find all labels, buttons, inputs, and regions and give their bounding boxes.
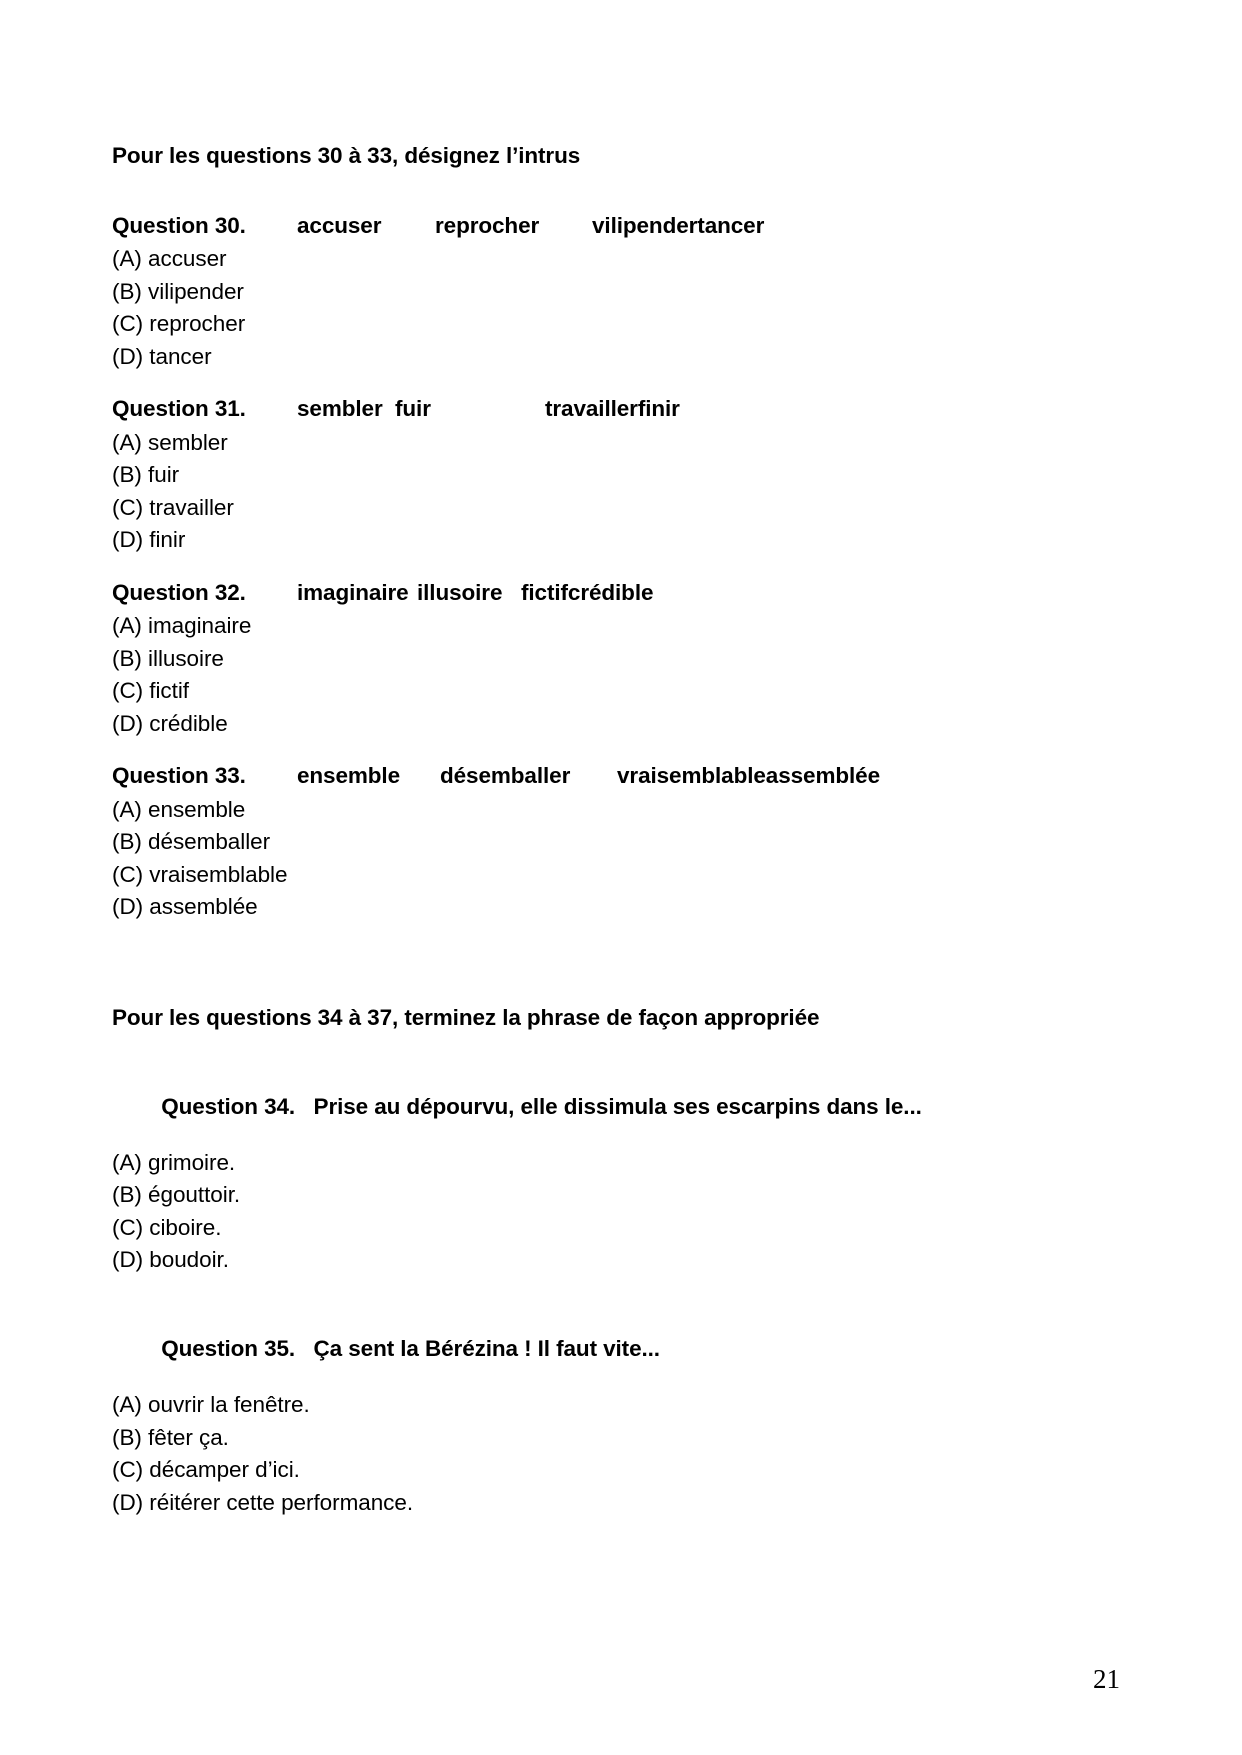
spacer — [112, 1239, 1122, 1249]
question-30-label: Question 30. — [112, 212, 246, 238]
option-c[interactable]: (C) reprocher — [112, 311, 246, 336]
question-30-word-4: tancer — [697, 212, 765, 238]
question-31-word-3: travailler — [545, 396, 638, 421]
spacer — [112, 271, 1122, 281]
question-35-prompt — [112, 1316, 1122, 1384]
question-30-options — [112, 248, 1122, 368]
spacer — [112, 237, 1122, 248]
question-35-spacer — [295, 1336, 313, 1361]
option-d[interactable]: (D) boudoir. — [112, 1247, 229, 1272]
question-33-prompt — [112, 765, 1122, 788]
option-c[interactable]: (C) travailler — [112, 494, 234, 520]
option-c[interactable]: (C) fictif — [112, 678, 189, 703]
question-33-label: Question 33. — [112, 763, 246, 788]
question-32-options — [112, 615, 1122, 735]
spacer — [112, 963, 1122, 1007]
question-30-word-2: reprocher — [435, 212, 540, 238]
spacer — [112, 1272, 1122, 1316]
section-heading-intrus: Pour les questions 30 à 33, désignez l’intrus — [112, 143, 581, 168]
question-31-word-1: sembler — [297, 396, 383, 421]
question-33-word-1: ensemble — [297, 763, 400, 788]
question-35-label: Question 35. — [161, 1336, 296, 1361]
question-block-35 — [112, 1316, 1122, 1515]
option-b[interactable]: (B) égouttoir. — [112, 1182, 241, 1207]
option-d[interactable]: (D) assemblée — [112, 894, 258, 919]
spacer — [112, 168, 1122, 215]
spacer — [112, 703, 1122, 713]
question-32-prompt — [112, 579, 1122, 605]
question-block-30 — [112, 212, 1122, 369]
question-block-31 — [112, 398, 1122, 552]
section-heading-terminez: Pour les questions 34 à 37, terminez la phrase de façon appropriée — [112, 1004, 820, 1030]
question-34-spacer — [295, 1094, 313, 1119]
question-32-label: Question 32. — [112, 579, 246, 605]
option-b[interactable]: (B) désemballer — [112, 829, 271, 854]
question-34-sentence: Prise au dépourvu, elle dissimula ses escarpins dans le... — [313, 1093, 922, 1119]
question-31-prompt — [112, 398, 1122, 421]
question-block-32 — [112, 579, 1122, 736]
question-30-word-1: accuser — [297, 212, 382, 238]
question-31-word-4: finir — [637, 396, 680, 421]
option-c[interactable]: (C) décamper d’ici. — [112, 1457, 300, 1482]
spacer — [112, 454, 1122, 464]
question-33-word-4: assemblée — [765, 763, 880, 788]
spacer — [112, 604, 1122, 615]
question-block-33 — [112, 765, 1122, 919]
question-34-options — [112, 1149, 1122, 1272]
page-number: 21 — [1093, 1664, 1120, 1694]
spacer — [112, 886, 1122, 896]
question-30-word-3: vilipender — [592, 212, 698, 238]
spacer — [112, 670, 1122, 680]
option-a[interactable]: (A) imaginaire — [112, 613, 252, 638]
spacer — [112, 1207, 1122, 1217]
question-33-word-2: désemballer — [440, 763, 571, 788]
spacer — [112, 788, 1122, 799]
question-32-word-1: imaginaire — [297, 579, 409, 605]
question-33-options — [112, 796, 1122, 919]
question-32-word-4: crédible — [567, 579, 654, 605]
question-35-sentence: Ça sent la Bérézina ! Il faut vite... — [313, 1336, 660, 1361]
question-33-word-3: vraisemblable — [617, 763, 766, 788]
spacer — [112, 303, 1122, 313]
spacer — [112, 421, 1122, 432]
question-34-label: Question 34. — [161, 1093, 296, 1119]
question-30-prompt — [112, 212, 1122, 238]
option-d[interactable]: (D) finir — [112, 527, 186, 552]
option-d[interactable]: (D) réitérer cette performance. — [112, 1489, 414, 1515]
option-a[interactable]: (A) sembler — [112, 429, 228, 455]
spacer — [112, 336, 1122, 346]
option-a[interactable]: (A) grimoire. — [112, 1149, 236, 1175]
spacer — [112, 487, 1122, 497]
option-a[interactable]: (A) accuser — [112, 246, 227, 271]
question-block-34 — [112, 1073, 1122, 1272]
spacer — [112, 1174, 1122, 1184]
option-c[interactable]: (C) ciboire. — [112, 1214, 222, 1240]
page-content — [112, 145, 1122, 1514]
option-b[interactable]: (B) illusoire — [112, 645, 224, 671]
spacer — [112, 638, 1122, 648]
spacer — [112, 1141, 1122, 1152]
spacer — [112, 368, 1122, 398]
option-a[interactable]: (A) ouvrir la fenêtre. — [112, 1392, 310, 1417]
question-35-options — [112, 1394, 1122, 1514]
spacer — [112, 519, 1122, 529]
option-d[interactable]: (D) crédible — [112, 710, 228, 736]
question-31-options — [112, 429, 1122, 552]
question-34-prompt — [112, 1073, 1122, 1141]
spacer — [112, 919, 1122, 963]
question-32-word-2: illusoire — [417, 579, 503, 605]
option-a[interactable]: (A) ensemble — [112, 796, 246, 822]
question-32-word-3: fictif — [521, 579, 568, 605]
option-b[interactable]: (B) vilipender — [112, 278, 244, 304]
question-31-label: Question 31. — [112, 396, 246, 421]
spacer — [112, 1417, 1122, 1427]
question-31-word-2: fuir — [395, 396, 431, 421]
spacer — [112, 735, 1122, 765]
spacer — [112, 1029, 1122, 1073]
option-b[interactable]: (B) fuir — [112, 462, 180, 487]
option-c[interactable]: (C) vraisemblable — [112, 861, 288, 887]
spacer — [112, 552, 1122, 582]
option-d[interactable]: (D) tancer — [112, 343, 212, 369]
option-b[interactable]: (B) fêter ça. — [112, 1424, 229, 1450]
